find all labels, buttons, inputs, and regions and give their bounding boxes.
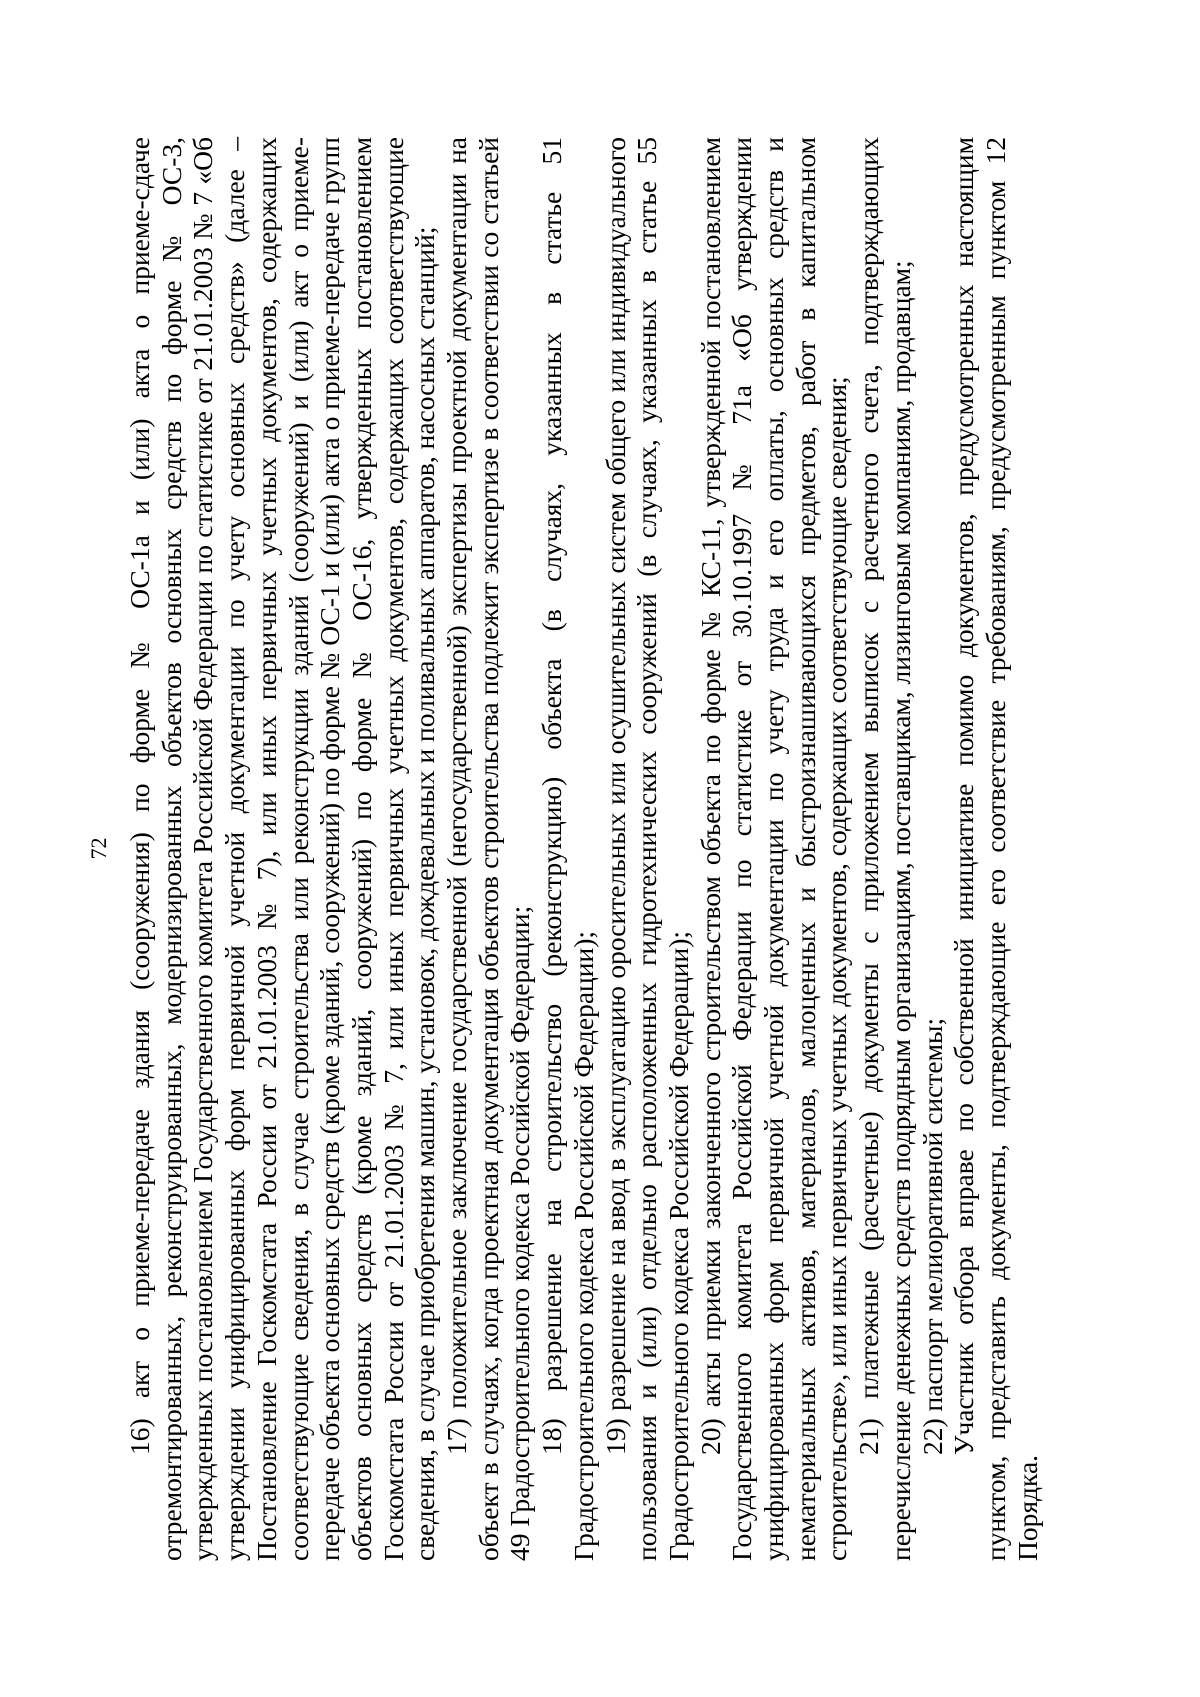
paragraph-20: 20) акты приемки законченного строительством объекта по форме № КС-11, утвержденной постановлением Государственного комитета Российской Федерации по статистике от 30.10.1997 № 71а «Об утверждении унифицированных форм первичной учетной документации по учету труда и его оплаты, основных средств и нематериальных активов, материалов, малоценных и быстроизнашивающихся предметов, работ в капитальном строительстве», или иных первичных учетных документов, содержащих соответствующие сведения;	[694, 137, 853, 1561]
paragraph-17: 17) положительное заключение государственной (негосударственной) экспертизы проектной документации на объект в случаях, когда проектная документация объектов строительства подлежит экспертизе в соответствии со статьей 49 Градостроительного кодекса Российской Федерации;	[441, 137, 536, 1561]
paragraph-21: 21) платежные (расчетные) документы с приложением выписок с расчетного счета, подтверждающих перечисление денежных средств подрядным организациям, поставщикам, лизинговым компаниям, продавцам;	[853, 137, 916, 1561]
paragraph-16: 16) акт о приеме-передаче здания (сооружения) по форме № ОС-1а и (или) акта о приеме-сдаче отремонтированных, реконструированных, модернизированных объектов основных средств по форме № ОС-3, утвержденных постановлением Государственного комитета Российской Федерации по статистике от 21.01.2003 № 7 «Об утверждении унифицированных форм первичной учетной документации по учету основных средств» (далее – Постановление Госкомстата России от 21.01.2003 № 7), или иных первичных учетных документов, содержащих соответствующие сведения, в случае строительства или реконструкции зданий (сооружений) и (или) акт о приеме-передаче объекта основных средств (кроме зданий, сооружений) по форме № ОС-1 и (или) акта о приеме-передаче групп объектов основных средств (кроме зданий, сооружений) по форме № ОС-16, утвержденных постановлением Госкомстата России от 21.01.2003 № 7, или иных первичных учетных документов, содержащих соответствующие сведения, в случае приобретения машин, установок, дождевальных и поливальных аппаратов, насосных станций;	[124, 137, 441, 1561]
page-number: 72	[86, 837, 111, 860]
paragraph-18: 18) разрешение на строительство (реконструкцию) объекта (в случаях, указанных в статье 51 Градостроительного кодекса Российской Федерации);	[536, 137, 599, 1561]
paragraph-22: 22) паспорт мелиоративной системы;	[916, 1017, 948, 1455]
paragraph-final: Участник отбора вправе по собственной инициативе помимо документов, предусмотренных настоящим пунктом, представить документы, подтверждающие его соответствие требованиям, предусмотренным пунктом 12 Порядка.	[948, 137, 1043, 1561]
paragraph-19: 19) разрешение на ввод в эксплуатацию оросительных или осушительных систем общего или индивидуального пользования и (или) отдельно расположенных гидротехнических сооружений (в случаях, указанных в статье 55 Градостроительного кодекса Российской Федерации);	[599, 137, 694, 1561]
document-body	[124, 137, 1043, 1561]
